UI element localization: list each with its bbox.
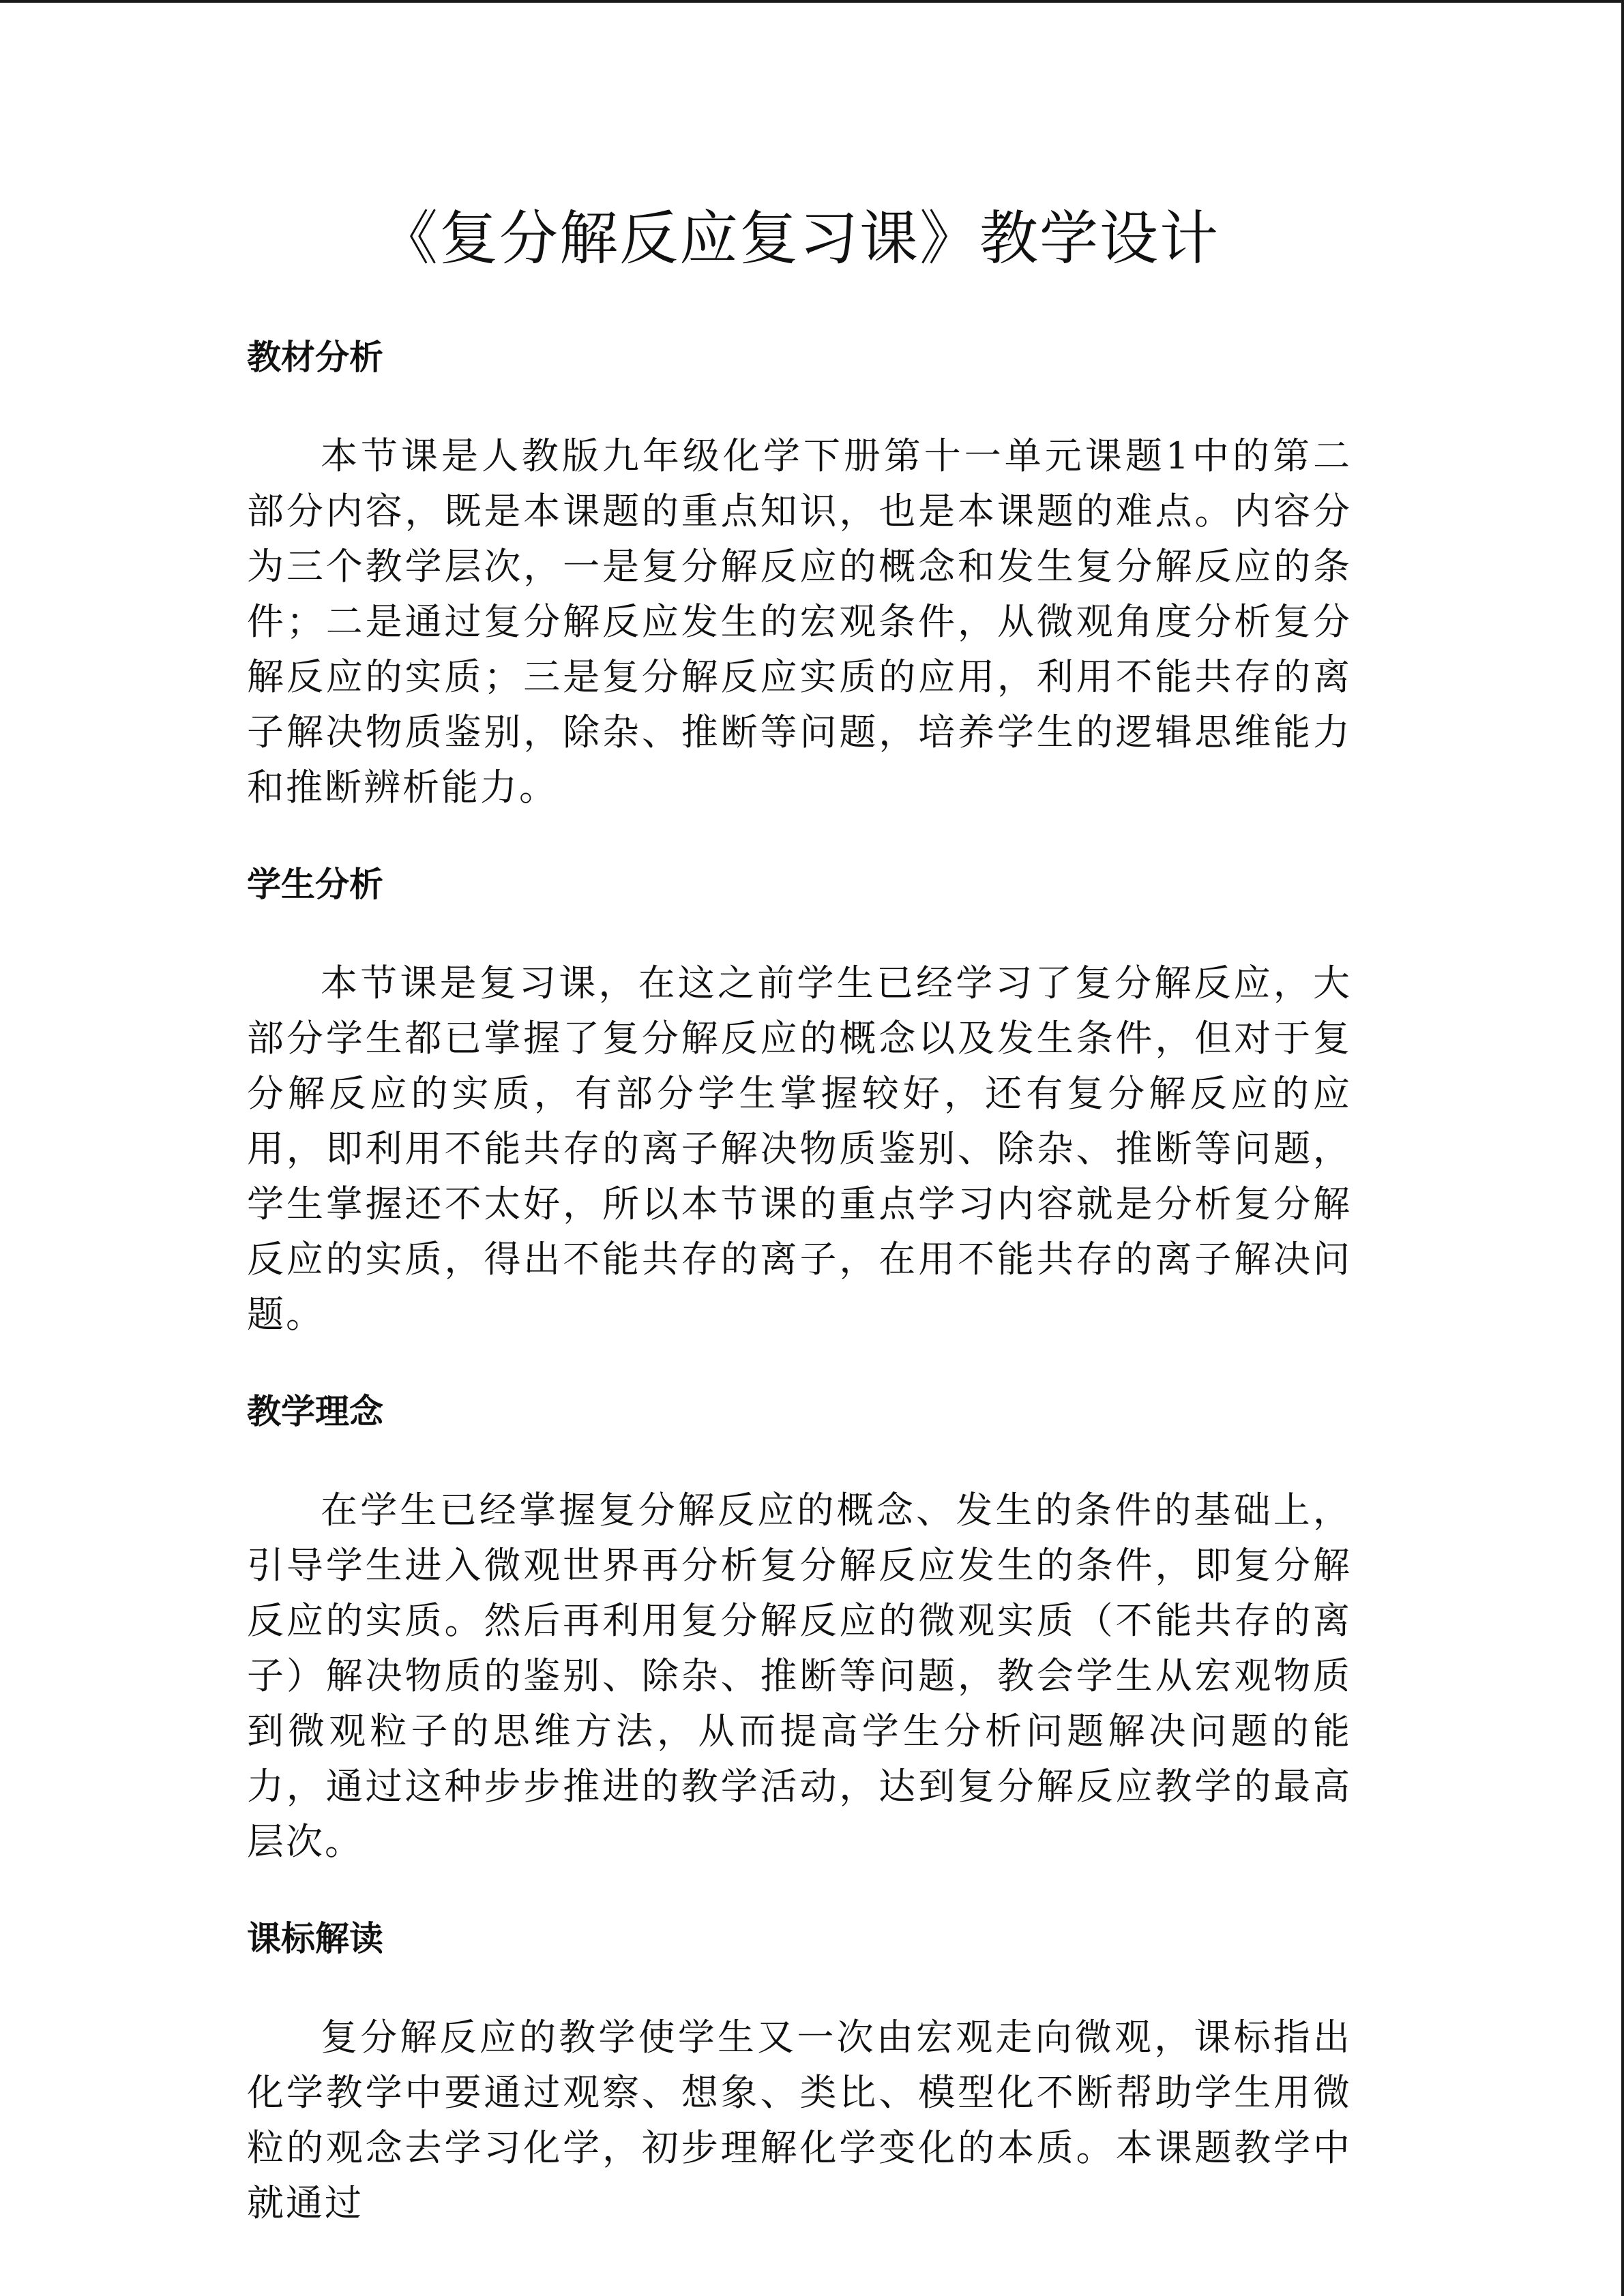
section-curriculum-standard: [247, 1913, 1352, 2231]
section-student-analysis: [247, 859, 1352, 1342]
section-paragraph: 在学生已经掌握复分解反应的概念、发生的条件的基础上，引导学生进入微观世界再分析复分解反应发生的条件，即复分解反应的实质。然后再利用复分解反应的微观实质（不能共存的离子）解决物质的鉴别、除杂、推断等问题，教会学生从宏观物质到微观粒子的思维方法，从而提高学生分析问题解决问题的能力，通过这种步步推进的教学活动，达到复分解反应教学的最高层次。: [247, 1489, 1352, 1863]
section-teaching-philosophy: [247, 1386, 1352, 1869]
section-heading: 教材分析: [247, 338, 383, 377]
top-border-line: [0, 0, 1624, 3]
section-heading: 课标解读: [247, 1919, 383, 1958]
section-heading: 教学理念: [247, 1392, 383, 1431]
section-paragraph: 复分解反应的教学使学生又一次由宏观走向微观，课标指出化学教学中要通过观察、想象、类比、模型化不断帮助学生用微粒的观念去学习化学，初步理解化学变化的本质。本课题教学中就通过: [247, 2016, 1352, 2224]
section-paragraph: 本节课是人教版九年级化学下册第十一单元课题1中的第二部分内容，既是本课题的重点知识，也是本课题的难点。内容分为三个教学层次，一是复分解反应的概念和发生复分解反应的条件；二是通过复分解反应发生的宏观条件，从微观角度分析复分解反应的实质；三是复分解反应实质的应用，利用不能共存的离子解决物质鉴别，除杂、推断等问题，培养学生的逻辑思维能力和推断辨析能力。: [247, 434, 1352, 809]
right-border-line: [1621, 0, 1624, 2296]
document-title: 《复分解反应复习课》教学设计: [379, 205, 1220, 273]
section-textbook-analysis: [247, 331, 1352, 815]
document-page: [247, 198, 1352, 2231]
section-paragraph: 本节课是复习课，在这之前学生已经学习了复分解反应，大部分学生都已掌握了复分解反应的概念以及发生条件，但对于复分解反应的实质，有部分学生掌握较好，还有复分解反应的应用，即利用不能共存的离子解决物质鉴别、除杂、推断等问题，学生掌握还不太好，所以本节课的重点学习内容就是分析复分解反应的实质，得出不能共存的离子，在用不能共存的离子解决问题。: [247, 961, 1352, 1336]
section-heading: 学生分析: [247, 865, 383, 904]
